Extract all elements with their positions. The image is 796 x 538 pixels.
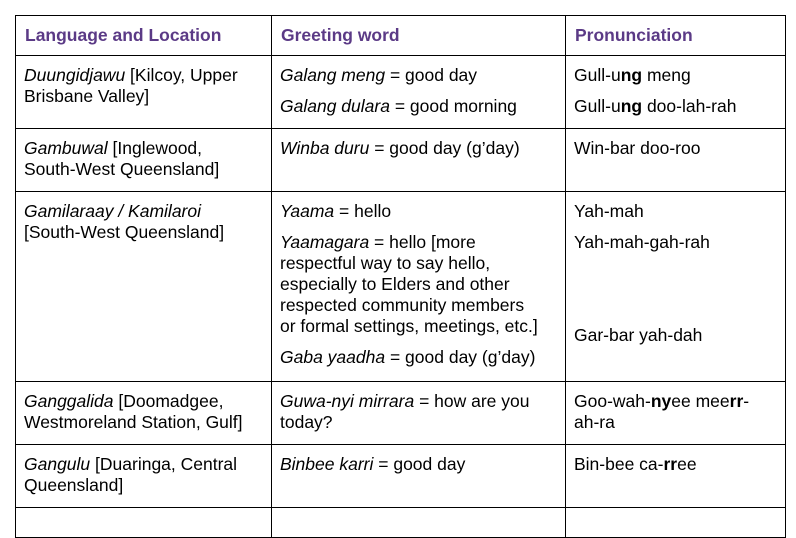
language-name: Duungidjawu <box>24 65 126 85</box>
pron-part: Bin-bee ca- <box>574 454 664 474</box>
pron-part: Gull-u <box>574 96 621 116</box>
table-row <box>16 56 786 129</box>
greeting-word: Yaamagara <box>280 232 370 252</box>
pronunciation-cell <box>566 129 786 192</box>
pron-part: - ah-ra <box>574 391 750 432</box>
pron-part-bold: ng <box>620 65 643 85</box>
greeting-meaning: = hello [more respectful way to say hello, especially to Elders and other respected community members or formal settings, meetings, etc.] <box>280 232 538 336</box>
greeting-line <box>280 347 556 368</box>
pron-part: doo-lah-rah <box>642 96 737 116</box>
language-name: Gambuwal <box>24 138 108 158</box>
greeting-cell <box>272 56 566 129</box>
pron-part: Yah-mah <box>574 201 644 221</box>
pron-part-bold: ny <box>650 391 672 411</box>
pronunciation-line <box>574 65 776 86</box>
pron-part-bold: rr <box>663 454 678 474</box>
pronunciation-line <box>574 138 776 159</box>
greeting-meaning: = good day <box>373 454 466 474</box>
pronunciation-cell <box>566 56 786 129</box>
pron-part-bold: ng <box>620 96 643 116</box>
pronunciation-line <box>574 325 776 346</box>
greeting-line <box>280 454 556 475</box>
greeting-line <box>280 201 556 222</box>
pron-part: Gull-u <box>574 65 621 85</box>
greeting-line <box>280 232 556 337</box>
header-greeting-word: Greeting word <box>272 16 566 56</box>
language-cell <box>16 56 272 129</box>
greeting-word: Guwa-nyi mirrara <box>280 391 415 411</box>
language-name: Gangulu <box>24 454 91 474</box>
language-cell <box>16 192 272 382</box>
pronunciation-line <box>574 454 776 475</box>
pronunciation-cell <box>566 445 786 508</box>
pron-part: Goo-wah- <box>574 391 651 411</box>
language-cell <box>16 382 272 445</box>
greeting-line <box>280 65 556 86</box>
language-cell <box>16 129 272 192</box>
language-name: Ganggalida <box>24 391 114 411</box>
greeting-cell <box>272 382 566 445</box>
greeting-word: Galang dulara <box>280 96 390 116</box>
greetings-table <box>15 15 786 538</box>
greeting-word: Gaba yaadha <box>280 347 386 367</box>
header-row <box>16 16 786 56</box>
pronunciation-cell <box>566 508 786 538</box>
greeting-meaning: = good day <box>385 65 478 85</box>
language-cell <box>16 508 272 538</box>
greeting-cell <box>272 508 566 538</box>
language-location: [Doomadgee, Westmoreland Station, Gulf] <box>24 391 243 432</box>
greeting-meaning: = good day (g’day) <box>385 347 536 367</box>
pronunciation-cell <box>566 382 786 445</box>
pronunciation-line <box>574 232 776 253</box>
pron-part: ee mee <box>671 391 730 411</box>
greeting-word: Binbee karri <box>280 454 374 474</box>
table-row <box>16 382 786 445</box>
language-location: [Duaringa, Central Queensland] <box>24 454 238 495</box>
greeting-cell <box>272 445 566 508</box>
header-language-location: Language and Location <box>16 16 272 56</box>
greeting-meaning: = hello <box>334 201 392 221</box>
pron-part-bold: rr <box>729 391 744 411</box>
pron-part: meng <box>642 65 691 85</box>
table-row <box>16 445 786 508</box>
pronunciation-cell <box>566 192 786 382</box>
greeting-line <box>280 138 556 159</box>
language-name: Gamilaraay / Kamilaroi <box>24 201 201 221</box>
language-location: [South-West Queensland] <box>24 222 225 242</box>
table-row <box>16 129 786 192</box>
pronunciation-line <box>574 96 776 117</box>
greeting-line <box>280 391 556 433</box>
table-row <box>16 192 786 382</box>
greeting-cell <box>272 192 566 382</box>
pron-part: ee <box>677 454 697 474</box>
language-location: [Inglewood, South-West Queensland] <box>24 138 220 179</box>
pron-part: Win-bar doo-roo <box>574 138 701 158</box>
pronunciation-line <box>574 201 776 222</box>
greeting-line <box>280 96 556 117</box>
greeting-word: Galang meng <box>280 65 386 85</box>
greeting-meaning: = good morning <box>389 96 517 116</box>
table-row <box>16 508 786 538</box>
greeting-word: Yaama <box>280 201 335 221</box>
greeting-meaning: = how are you today? <box>280 391 530 432</box>
pron-part: Yah-mah-gah-rah <box>574 232 710 252</box>
greeting-meaning: = good day (g’day) <box>369 138 520 158</box>
pron-part: Gar-bar yah-dah <box>574 325 703 345</box>
greeting-cell <box>272 129 566 192</box>
language-cell <box>16 445 272 508</box>
language-location: [Kilcoy, Upper Brisbane Valley] <box>24 65 238 106</box>
header-pronunciation: Pronunciation <box>566 16 786 56</box>
greeting-word: Winba duru <box>280 138 370 158</box>
pronunciation-line <box>574 391 776 433</box>
